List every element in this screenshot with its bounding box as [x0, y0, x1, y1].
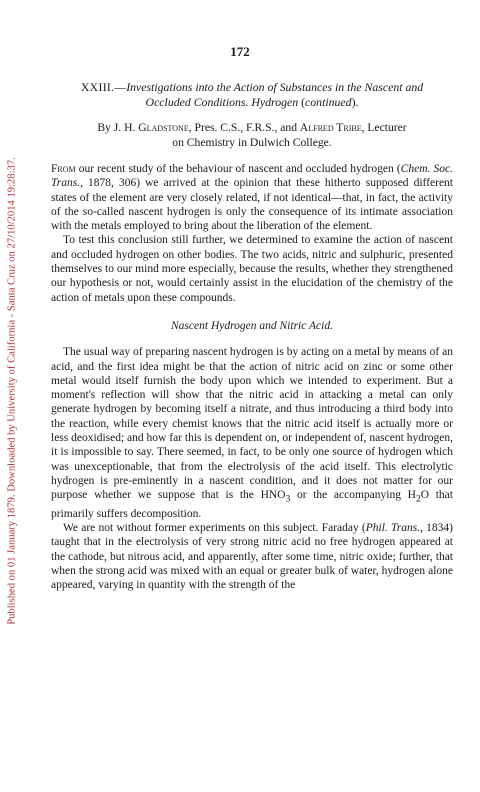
author-1: Gladstone [138, 121, 189, 134]
authors-block [51, 120, 453, 150]
title-text-1: Investigations into the Action of Substances in the Nascent and [126, 80, 424, 94]
paragraph-2: To test this conclusion still further, we determined to examine the action of nascent and occluded hydrogen on other bodies. The two acids, nitric and sulphuric, presented themselves to our mind more especially, because the results, whether they strengthened our hypothesis or not, would certainly assist in the elucidation of the chemistry of the action of metals upon these compounds. [51, 234, 453, 304]
paragraph-1-citation: Chem. Soc. Trans. [51, 163, 453, 190]
page-number: 172 [230, 44, 250, 59]
watermark-text: Published on 01 January 1879. Downloaded by University of California - Santa Cruz on 27/10/2014 19:28:37. [6, 157, 18, 625]
download-watermark [2, 12, 22, 770]
title-text-2a: Occluded Conditions. [145, 95, 252, 109]
paragraph-1-text-a: our recent study of the behaviour of nascent and occluded hydrogen ( [75, 163, 401, 175]
authors-affil-2: , Lecturer [361, 121, 407, 134]
paragraph-1-text-b: , 1878, 306) we arrived at the opinion that these hitherto supposed different states of the element are very closely related, if not identical—that, in fact, the activity of the so-called nascent hydrogen is only the consequence of its intimate association with the metals employed to bring about the liberation of the element. [51, 177, 453, 233]
paragraph-3-text-b: or the accompanying H [290, 489, 416, 502]
title-text-2b: Hydrogen [251, 95, 299, 109]
paragraph-1 [51, 162, 453, 233]
paragraph-3 [51, 345, 453, 521]
paragraph-3-subscript-2: 2 [415, 493, 421, 505]
paragraph-4-citation: Phil. Trans. [365, 522, 421, 535]
article-title [51, 80, 453, 110]
paragraph-3-text-a: The usual way of preparing nascent hydrogen is by acting on a metal by means of an acid, and the first idea might be that the action of nitric acid on zinc or some other metal would itself furnish the body upon which we intended to experiment. But a moment's reflection will show that the nitric acid in attacking a metal can only generate hydrogen by becoming itself a nitrate, and thus introducing a third body into the reaction, while every chemist knows that the nitric acid itself is actually more or less deoxidised; and how far this is dependent on, or independent of, nascent hydrogen, it is impossible to say. There seemed, in fact, to be only one source of hydrogen which was unexceptionable, that from the electrolysis of the acid itself. This electrolytic hydrogen is pre-eminently in a nascent condition, and it does not matter for our purpose whether we suppose that is the HNO [51, 346, 453, 502]
authors-affil-1: , Pres. C.S., F.R.S., and [188, 121, 300, 134]
paragraph-3-subscript-1: 3 [285, 493, 291, 505]
title-line-1 [51, 80, 453, 95]
title-dash: — [114, 80, 127, 94]
paragraph-4-text-a: We are not without former experiments on this subject. Faraday ( [63, 522, 366, 535]
section-heading: Nascent Hydrogen and Nitric Acid. [171, 319, 333, 332]
paragraph-4 [51, 521, 453, 592]
title-line-2 [51, 95, 453, 110]
title-text-2c: ( [298, 95, 306, 109]
authors-line-2: on Chemistry in Dulwich College. [172, 136, 332, 149]
author-2: Alfred Tribe [299, 121, 362, 134]
paragraph-1-lead: From [51, 163, 76, 175]
authors-by: By J. H. [97, 121, 139, 134]
title-text-2d: continued [305, 95, 352, 109]
authors-line-1 [51, 120, 453, 135]
article-body [51, 80, 453, 593]
paragraph-3-text-c: O that primarily suffers decomposition. [51, 489, 453, 520]
paragraph-4-text-b: , 1834) taught that in the electrolysis of very strong nitric acid no free hydrogen appeared at the cathode, but nitrous acid, and apparently, after some time, nitric oxide; further, that when the strong acid was mixed with an equal or greater bulk of water, hydrogen alone appeared, varying in quantity with the strength of the [51, 522, 453, 592]
title-text-2e: ). [351, 95, 359, 109]
article-number: XXIII. [80, 80, 115, 94]
